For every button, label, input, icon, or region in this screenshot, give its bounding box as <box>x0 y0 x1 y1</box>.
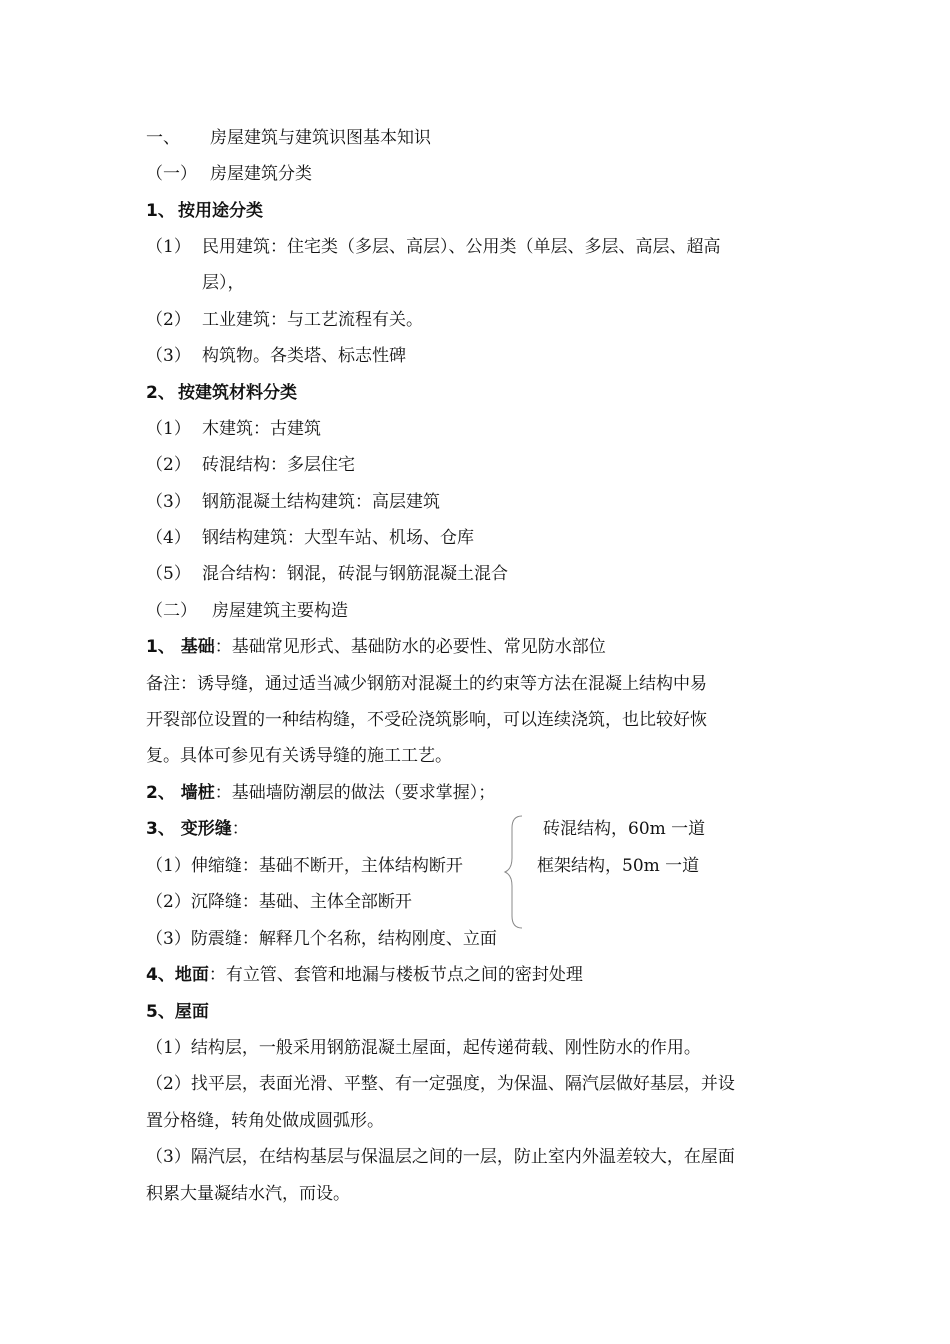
list-item-text: 木建筑：古建筑 <box>202 419 321 439</box>
section-1 <box>146 163 312 185</box>
list-item <box>146 527 474 549</box>
list-item-number: （5） <box>146 564 191 584</box>
note-line: 开裂部位设置的一种结构缝，不受砼浇筑影响，可以连续浇筑，也比较好恢 <box>146 710 707 730</box>
item-floor <box>146 964 583 986</box>
joint-expansion: （1）伸缩缝：基础不断开，主体结构断开 <box>146 856 463 876</box>
curly-brace-icon <box>498 814 528 930</box>
subsection-usage-text: 按用途分类 <box>178 201 263 221</box>
section-2 <box>146 600 348 622</box>
item-wall-text: ：基础墙防潮层的做法（要求掌握）； <box>214 783 496 803</box>
item-wall <box>146 782 495 804</box>
list-item-text: 钢筋混凝土结构建筑：高层建筑 <box>202 492 440 512</box>
section-1-text: 房屋建筑分类 <box>210 164 312 184</box>
list-item <box>146 309 423 331</box>
note-line: 复。具体可参见有关诱导缝的施工工艺。 <box>146 746 452 766</box>
list-item-text: 构筑物。各类塔、标志性碑 <box>202 346 406 366</box>
section-2-number: （二） <box>146 601 197 621</box>
list-item-number: （3） <box>146 492 191 512</box>
item-roof-head: 5、屋面 <box>146 1002 209 1022</box>
item-deformation-joint-head: 3、 变形缝 <box>146 819 232 839</box>
item-floor-text: ：有立管、套管和地漏与楼板节点之间的密封处理 <box>208 965 583 985</box>
roof-structural-layer: （1）结构层，一般采用钢筋混凝土屋面，起传递荷载、刚性防水的作用。 <box>146 1038 701 1058</box>
item-deformation-joint <box>146 818 249 840</box>
roof-leveling-layer-cont: 置分格缝，转角处做成圆弧形。 <box>146 1111 384 1131</box>
brace-note-frame: 框架结构，50m 一道 <box>537 856 700 876</box>
list-item-number: （2） <box>146 310 191 330</box>
list-item-text: 钢结构建筑：大型车站、机场、仓库 <box>202 528 474 548</box>
joint-seismic: （3）防震缝：解释几个名称，结构刚度、立面 <box>146 929 497 949</box>
subsection-material <box>146 382 297 404</box>
brace-note-brick: 砖混结构，60m 一道 <box>543 819 706 839</box>
subsection-usage <box>146 200 263 222</box>
list-item-text: 民用建筑：住宅类（多层、高层）、公用类（单层、多层、高层、超高 <box>202 237 721 257</box>
list-item-number: （4） <box>146 528 191 548</box>
list-item-text: 砖混结构：多层住宅 <box>202 455 355 475</box>
subsection-usage-number: 1、 <box>146 201 175 221</box>
heading-1 <box>146 127 431 149</box>
item-foundation-head: 1、 基础 <box>146 637 215 657</box>
list-item <box>146 236 721 258</box>
list-item-text: 混合结构：钢混，砖混与钢筋混凝土混合 <box>202 564 508 584</box>
roof-leveling-layer: （2）找平层，表面光滑、平整、有一定强度，为保温、隔汽层做好基层，并设 <box>146 1074 735 1094</box>
section-2-text: 房屋建筑主要构造 <box>212 601 348 621</box>
roof-vapor-barrier: （3）隔汽层，在结构基层与保温层之间的一层，防止室内外温差较大，在屋面 <box>146 1147 735 1167</box>
section-1-number: （一） <box>146 164 197 184</box>
list-item <box>146 454 355 476</box>
list-item-number: （2） <box>146 455 191 475</box>
heading-1-number: 一、 <box>146 128 180 148</box>
heading-1-text: 房屋建筑与建筑识图基本知识 <box>210 128 431 148</box>
item-foundation <box>146 636 606 658</box>
list-item-continuation: 层）， <box>202 273 245 293</box>
roof-vapor-barrier-cont: 积累大量凝结水汽，而设。 <box>146 1184 350 1204</box>
item-floor-head: 4、地面 <box>146 965 209 985</box>
list-item <box>146 491 440 513</box>
joint-settlement: （2）沉降缝：基础、主体全部断开 <box>146 892 412 912</box>
list-item <box>146 563 508 585</box>
list-item-number: （1） <box>146 237 191 257</box>
subsection-material-number: 2、 <box>146 383 175 403</box>
subsection-material-text: 按建筑材料分类 <box>178 383 297 403</box>
note-line: 备注：诱导缝，通过适当减少钢筋对混凝土的约束等方法在混凝上结构中易 <box>146 674 707 694</box>
list-item <box>146 345 406 367</box>
list-item-text: 工业建筑：与工艺流程有关。 <box>202 310 423 330</box>
list-item-number: （3） <box>146 346 191 366</box>
item-wall-head: 2、 墙桩 <box>146 783 215 803</box>
item-foundation-text: ：基础常见形式、基础防水的必要性、常见防水部位 <box>214 637 606 657</box>
list-item <box>146 418 321 440</box>
item-deformation-joint-text: ： <box>231 819 249 839</box>
list-item-number: （1） <box>146 419 191 439</box>
